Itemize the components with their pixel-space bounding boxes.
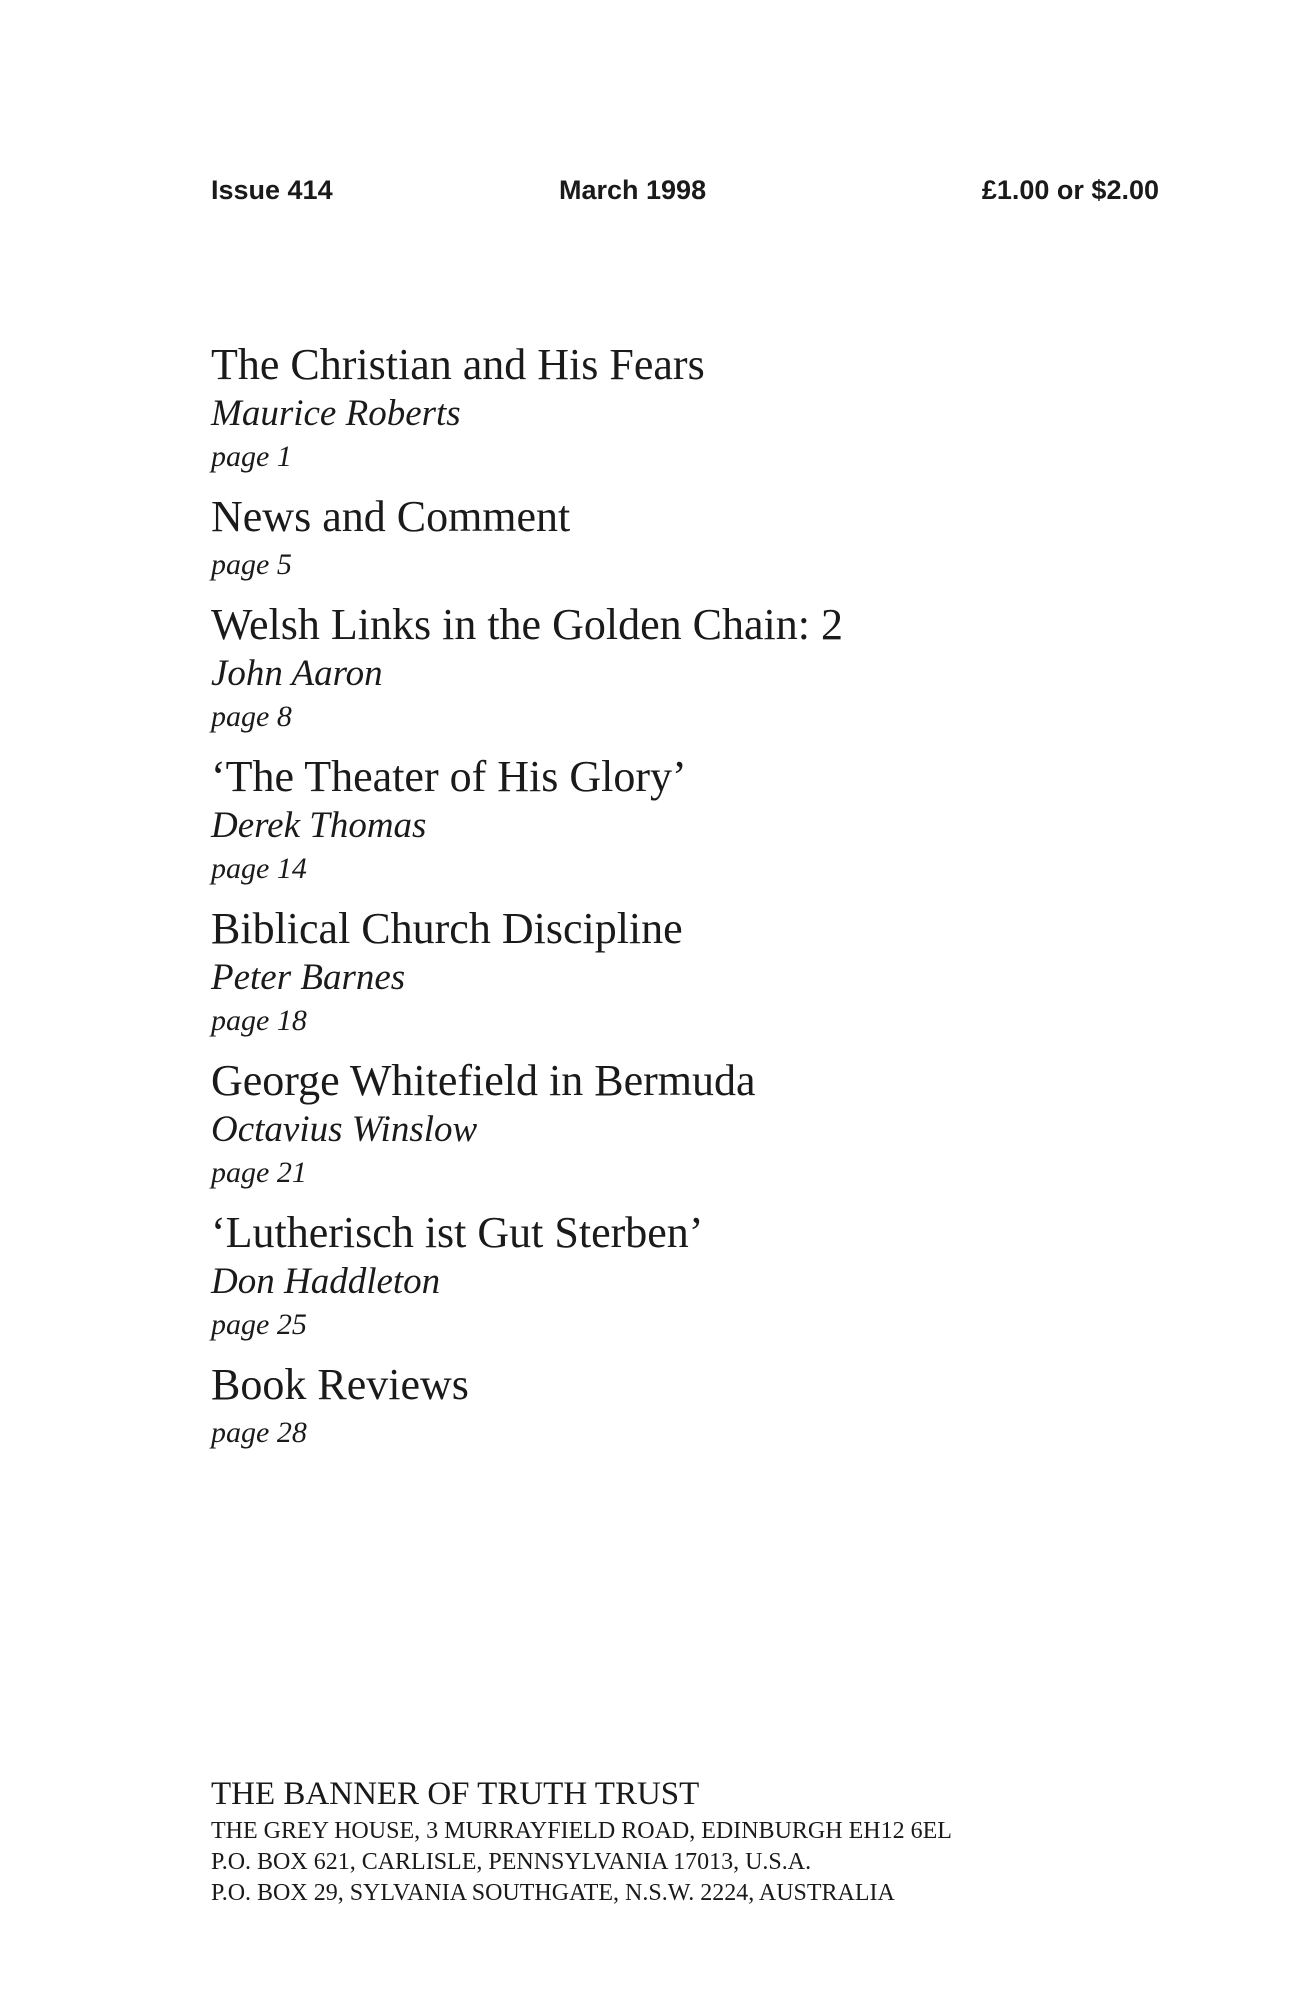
article-page: page 21 <box>211 1156 307 1189</box>
article-title: News and Comment <box>211 492 571 541</box>
toc-entry <box>211 1358 1211 1454</box>
article-page: page 5 <box>211 548 292 581</box>
issue-header <box>211 175 1159 215</box>
toc-entry <box>211 338 1211 478</box>
article-title: The Christian and His Fears <box>211 340 705 389</box>
article-author: John Aaron <box>211 653 383 694</box>
publisher-block <box>211 1772 1211 1909</box>
issue-date: March 1998 <box>559 175 707 205</box>
publisher-address-carlisle: P.O. BOX 621, CARLISLE, PENNSYLVANIA 17013, U.S.A. <box>211 1849 812 1875</box>
article-page: page 14 <box>211 852 307 885</box>
toc-entry <box>211 598 1211 738</box>
article-title: Biblical Church Discipline <box>211 904 683 953</box>
article-title: ‘Lutherisch ist Gut Sterben’ <box>211 1208 704 1257</box>
article-author: Maurice Roberts <box>211 393 461 434</box>
article-title: Book Reviews <box>211 1360 469 1409</box>
toc-entry <box>211 1206 1211 1346</box>
article-page: page 25 <box>211 1308 307 1341</box>
article-author: Derek Thomas <box>211 805 427 846</box>
article-title: Welsh Links in the Golden Chain: 2 <box>211 600 843 649</box>
article-author: Don Haddleton <box>211 1261 441 1302</box>
publisher-address-edinburgh: THE GREY HOUSE, 3 MURRAYFIELD ROAD, EDINBURGH EH12 6EL <box>211 1818 952 1844</box>
toc-entry <box>211 1054 1211 1194</box>
toc-entry <box>211 902 1211 1042</box>
issue-number: Issue 414 <box>211 175 333 205</box>
article-author: Peter Barnes <box>211 957 406 998</box>
publisher-address-sylvania: P.O. BOX 29, SYLVANIA SOUTHGATE, N.S.W. 2224, AUSTRALIA <box>211 1880 895 1906</box>
article-page: page 28 <box>211 1416 307 1449</box>
toc-entry <box>211 750 1211 890</box>
article-page: page 18 <box>211 1004 307 1037</box>
toc-entry <box>211 490 1211 586</box>
article-page: page 8 <box>211 700 292 733</box>
article-author: Octavius Winslow <box>211 1109 478 1150</box>
article-page: page 1 <box>211 440 292 473</box>
issue-price: £1.00 or $2.00 <box>981 175 1159 205</box>
article-title: George Whitefield in Bermuda <box>211 1056 756 1105</box>
publisher-name: THE BANNER OF TRUTH TRUST <box>211 1776 700 1812</box>
article-title: ‘The Theater of His Glory’ <box>211 752 687 801</box>
table-of-contents <box>211 338 1211 1466</box>
